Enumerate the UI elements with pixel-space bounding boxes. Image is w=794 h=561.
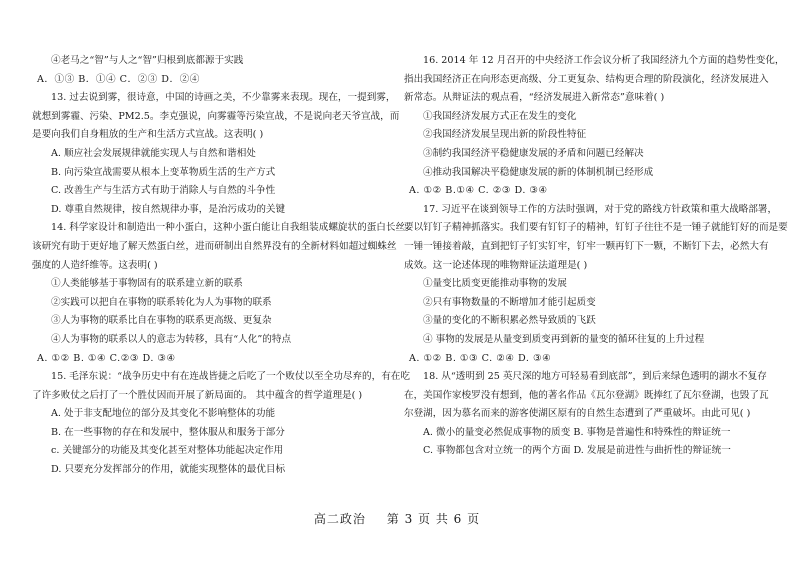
q16-answers: A. ①② B.①④ C. ②③ D. ③④: [409, 185, 548, 197]
left-column: [32, 52, 415, 480]
q16-option-1: ①我国经济发展方式正在发生的变化: [423, 110, 577, 122]
q16-option-3: ③制约我国经济平稳健康发展的矛盾和问题已经解决: [423, 147, 644, 159]
q16-option-2: ②我国经济发展呈现出新的阶段性特征: [423, 129, 587, 141]
q17-stem-1: 17. 习近平在谈到领导工作的方法时强调，对于党的路线方针政策和重大战略部署，: [423, 203, 778, 215]
q16-stem-1: 16. 2014 年 12 月召开的中央经济工作会议分析了我国经济九个方面的趋势性变化，: [423, 55, 785, 66]
q18-stem-2: 在，美国作家梭罗没有想到，他的著名作品《瓦尔登湖》既捧红了瓦尔登湖，也毁了瓦: [404, 389, 769, 401]
q13-option-a: A. 顺应社会发展规律就能实现人与自然和谐相处: [51, 147, 256, 159]
q14-stem-2: 该研究有助于更好地了解天然蛋白丝，进而研制出自然界没有的全新材料如超过蜘蛛丝: [32, 240, 397, 252]
q15-option-c: c. 关键部分的功能及其变化甚至对整体功能起决定作用: [51, 445, 284, 457]
right-column: [404, 52, 788, 461]
q13-option-c: C. 改善生产与生活方式有助于消除人与自然的斗争性: [51, 185, 276, 197]
q17-option-1: ①量变比质变更能推动事物的发展: [423, 278, 567, 290]
footer-page-number: 第 3 页 共 6 页: [386, 512, 481, 526]
q16-stem-3: 新常态。从辩证法的观点看，“经济发展进入新常态”意味着( ): [404, 92, 665, 104]
q18-options-ab: A. 微小的量变必然促成事物的质变 B. 事物是普遍性和特殊性的辩证统一: [423, 426, 731, 438]
q17-option-2: ②只有事物数量的不断增加才能引起质变: [423, 296, 596, 308]
q14-option-4: ④人为事物的联系以人的意志为转移，具有“人化”的特点: [51, 333, 292, 345]
q15-option-d: D. 只要充分发挥部分的作用，就能实现整体的最优目标: [51, 464, 286, 476]
q14-answers: A. ①② B. ①④ C.②③ D. ③④: [37, 352, 176, 364]
q16-stem-2: 指出我国经济正在向形态更高级、分工更复杂、结构更合理的阶段演化，经济发展进入: [404, 73, 769, 85]
q14-option-3: ③人为事物的联系比自在事物的联系更高级、更复杂: [51, 315, 272, 327]
q17-answers: A. ①② B. ①③ C. ②④ D. ③④: [409, 352, 552, 364]
q15-option-a: A. 处于非支配地位的部分及其变化不影响整体的功能: [51, 408, 276, 420]
footer-subject: 高二政治: [313, 512, 366, 526]
q15-stem-1: 15. 毛泽东说：“战争历史中有在连战皆捷之后吃了一个败仗以至全功尽弃的，有在吃: [51, 371, 410, 383]
q15-stem-2: 了许多败仗之后打了一个胜仗因而开展了新局面的。 其中蕴含的哲学道理是( ): [32, 389, 363, 401]
q17-option-3: ③量的变化的不断积累必然导致质的飞跃: [423, 315, 596, 327]
q13-stem-2: 就想到雾霾、污染、PM2.5。李克强说，向雾霾等污染宣战，不是说向老天爷宣战，而: [32, 110, 400, 122]
q16-option-4: ④推动我国解决平稳健康发展的新的体制机制已经形成: [423, 166, 654, 178]
q14-stem-1: 14. 科学家设计和制造出一种小蛋白，这种小蛋白能让自我组装成螺旋状的蛋白长丝。: [51, 222, 415, 234]
q13-stem-1: 13. 过去说到雾，很诗意，中国的诗画之美，不少靠雾来表现。现在，一提到雾，: [51, 92, 396, 104]
q13-option-d: D. 尊重自然规律，按自然规律办事，是治污成功的关键: [51, 203, 286, 215]
q14-option-2: ②实践可以把自在事物的联系转化为人为事物的联系: [51, 296, 272, 308]
q18-stem-3: 尔登湖，因为慕名而来的游客使湖区原有的自然生态遭到了严重破坏。由此可见( ): [404, 408, 751, 420]
q17-stem-3: 一锤一锤接着敲，直到把钉子钉实钉牢，钉牢一颗再钉下一颗，不断钉下去，必然大有: [404, 240, 769, 252]
q15-option-b: B. 在一些事物的存在和发展中，整体服从和服务于部分: [51, 426, 285, 438]
q17-stem-2: 要以钉钉子精神抓落实。我们要有钉钉子的精神，钉钉子往往不是一锤子就能钉好的而是要: [404, 222, 788, 234]
q17-option-4: ④ 事物的发展是从量变到质变再到新的量变的循环往复的上升过程: [423, 333, 705, 345]
q13-option-b: B. 向污染宣战需要从根本上变革物质生活的生产方式: [51, 166, 276, 178]
page-footer: [0, 510, 794, 527]
q12-answers: A．①③ B．①④ C．②③ D．②④: [37, 73, 200, 85]
q18-options-cd: C. 事物都包含对立统一的两个方面 D. 发展是前进性与曲折性的辩证统一: [423, 445, 731, 457]
q13-stem-3: 是要向我们自身粗放的生产和生活方式宣战。这表明( ): [32, 129, 264, 141]
q12-option-4: ④老马之“智”与人之“智”归根到底都源于实践: [51, 55, 244, 66]
q17-stem-4: 成效。这一论述体现的唯物辩证法道理是( ): [404, 259, 588, 271]
q14-stem-3: 强度的人造纤维等。这表明( ): [32, 259, 158, 271]
q14-option-1: ①人类能够基于事物固有的联系建立新的联系: [51, 278, 243, 290]
q18-stem-1: 18. 从“透明到 25 英尺深的地方可轻易看到底部”，到后来绿色透明的湖水不复存: [423, 371, 767, 383]
